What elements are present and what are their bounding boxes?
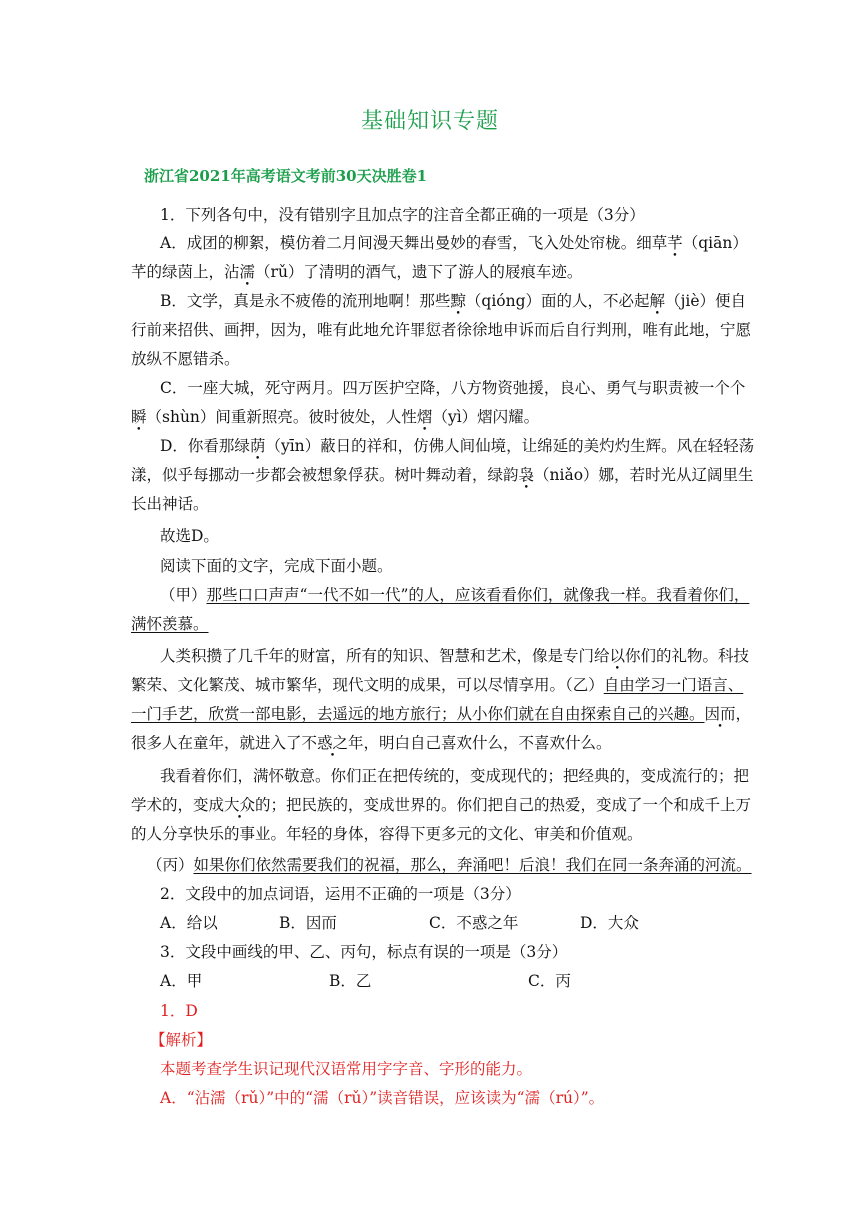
passage-p2-line1 [160, 646, 749, 666]
text: 繁荣、文化繁茂、城市繁华，现代文明的成果，可以尽情享用。（乙） [131, 676, 604, 694]
q3-option-b: B．乙 [329, 972, 372, 990]
passage-p2-line4 [131, 733, 612, 753]
text: 人类积攒了几千年的财富，所有的知识、智慧和艺术，像是专门给 [160, 647, 610, 665]
dotted-word: 不惑之年 [301, 734, 364, 752]
document-title: 基础知识专题 [360, 109, 499, 134]
dotted-char: 解 [649, 292, 666, 310]
solution-line1: 本题考查学生识记现代汉语常用字字音、字形的能力。 [160, 1060, 533, 1078]
q2-stem: 2．文段中的加点词语，运用不正确的一项是（3分） [160, 885, 521, 903]
q1-option-a-line1 [160, 233, 748, 253]
text: ，明白自己喜欢什么，不喜欢什么。 [363, 734, 612, 752]
passage-bing-line [147, 855, 752, 875]
dotted-char: 芊 [667, 234, 683, 252]
q1-option-b-line3: 放纵不愿错杀。 [131, 350, 240, 368]
text: ， [735, 705, 752, 723]
text: 的；把民族的，变成世界的。你们把自己的热爱，变成了一个和成千上万 [255, 796, 752, 814]
q2-option-c: C．不惑之年 [429, 914, 519, 932]
solution-answer: 1．D [160, 1002, 198, 1020]
q2-option-b: B．因而 [279, 914, 337, 932]
text: （qióng）面的人，不必起 [465, 292, 650, 310]
q1-option-b-line1 [160, 291, 746, 311]
q1-option-c-line2 [131, 407, 539, 427]
q2-option-d: D．大众 [580, 914, 639, 932]
passage-p2-line3 [131, 704, 751, 724]
text: （qiān） [682, 234, 748, 252]
underlined-sentence: 一门手艺，欣赏一部电影，去遥远的地方旅行；从小你们就在自由探索自己的兴趣。 [131, 705, 705, 723]
underlined-sentence: 满怀羡慕。 [131, 615, 209, 633]
document-subtitle: 浙江省2021年高考语文考前30天决胜卷1 [144, 167, 428, 185]
dotted-char: 袅 [518, 466, 535, 484]
text: A．成团的柳絮，模仿着二月间漫天舞出曼妙的春雪，飞入处处帘栊。细草 [160, 234, 668, 252]
dotted-word: 因而 [704, 705, 736, 723]
text: 漾，似乎每挪动一步都会被想象俘获。树叶舞动着，绿韵 [131, 466, 519, 484]
passage-p3-line1: 我看着你们，满怀敬意。你们正在把传统的，变成现代的；把经典的，变成流行的；把 [160, 767, 750, 785]
text: （niǎo）娜，若时光从辽阔里生 [534, 466, 754, 484]
underlined-sentence: 自由学习一门语言、 [603, 676, 744, 694]
text: 你们的礼物。科技 [625, 647, 750, 665]
passage-p3-line2 [131, 795, 751, 815]
text: （yì）熠闪耀。 [432, 408, 540, 426]
text: 学术的，变成 [131, 796, 225, 814]
sentence-label: （甲） [160, 586, 207, 604]
text: 芊的绿茵上，沾 [131, 263, 240, 281]
q1-option-d-line2 [131, 465, 754, 485]
passage-jia-line1 [160, 585, 749, 605]
text: （rǔ）了清明的酒气，遗下了游人的屐痕车迹。 [255, 263, 583, 281]
q3-stem: 3．文段中画线的甲、乙、丙句，标点有误的一项是（3分） [160, 943, 568, 961]
dotted-char: 荫 [249, 437, 266, 455]
q1-answer: 故选D。 [160, 527, 219, 545]
dotted-char: 熠 [416, 408, 433, 426]
solution-tag: 【解析】 [150, 1031, 213, 1049]
q1-stem: 1．下列各句中，没有错别字且加点字的注音全都正确的一项是（3分） [160, 206, 645, 224]
dotted-word: 以 [609, 647, 626, 665]
q1-option-b-line2: 行前来招供、画押，因为，唯有此地允许罪愆者徐徐地申诉而后自行判刑，唯有此地，宁愿 [131, 321, 752, 339]
text: D．你看那绿 [160, 437, 250, 455]
reading-intro: 阅读下面的文字，完成下面小题。 [160, 557, 393, 575]
q3-option-a: A．甲 [160, 972, 203, 990]
text: （yīn）蔽日的祥和，仿佛人间仙境，让绵延的美灼灼生辉。风在轻轻荡 [265, 437, 755, 455]
underlined-sentence: 如果你们依然需要我们的祝福，那么，奔涌吧！后浪！我们在同一条奔涌的河流。 [193, 856, 752, 874]
q2-option-a: A．给以 [160, 914, 218, 932]
q1-option-d-line1 [160, 436, 754, 456]
q1-option-a-line2 [131, 262, 582, 282]
passage-jia-line2 [131, 614, 209, 634]
underlined-sentence: 那些口口声声“一代不如一代”的人，应该看看你们，就像我一样。我看着你们， [206, 586, 750, 604]
q1-option-c-line1: C．一座大城，死守两月。四万医护空降，八方物资弛援，良心、勇气与职责被一个个 [160, 379, 746, 397]
dotted-char: 濡 [239, 263, 256, 281]
dotted-word: 大众 [224, 796, 256, 814]
solution-line2: A．“沾濡（rǔ）”中的“濡（rǔ）”读音错误，应该读为“濡（rú）”。 [160, 1089, 605, 1107]
passage-p2-line2 [131, 675, 743, 695]
dotted-char: 瞬 [131, 408, 147, 426]
q3-option-c: C．丙 [528, 972, 571, 990]
sentence-label: （丙） [147, 856, 194, 874]
text: （jiè）便自 [665, 292, 746, 310]
dotted-char: 黥 [450, 292, 466, 310]
passage-p3-line3: 的人分享快乐的事业。年轻的身体，容得下更多元的文化、审美和价值观。 [131, 825, 643, 843]
q1-option-d-line3: 长出神话。 [131, 495, 209, 513]
text: B．文学，真是永不疲倦的流刑地啊！那些 [160, 292, 451, 310]
text: 很多人在童年，就进入了 [131, 734, 302, 752]
text: （shùn）间重新照亮。彼时彼处，人性 [146, 408, 417, 426]
